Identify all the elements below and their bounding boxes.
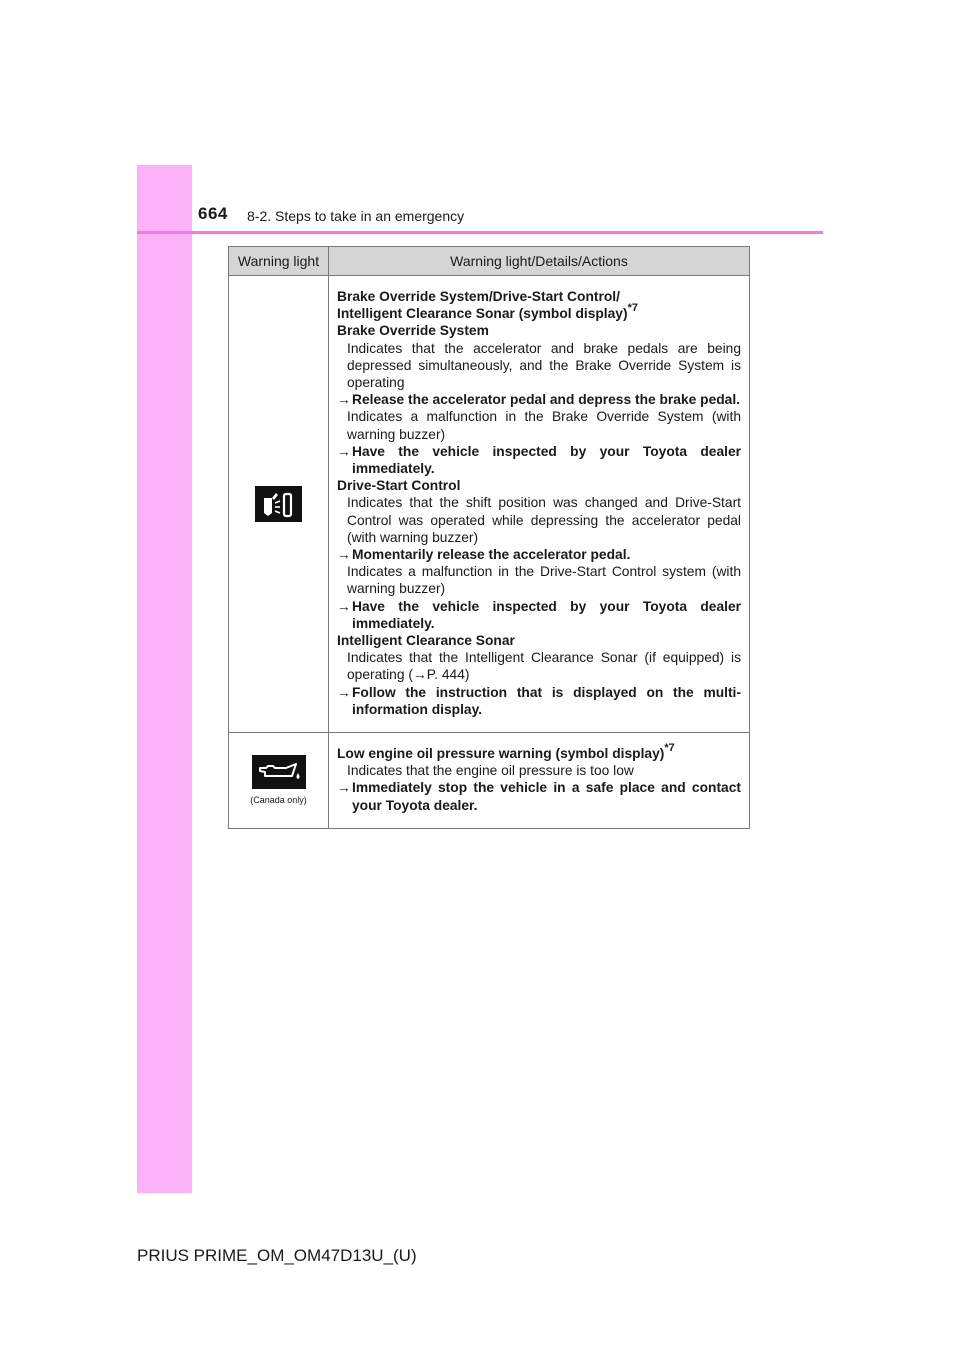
subsection-heading: Brake Override System — [337, 323, 489, 339]
arrow-icon: → — [337, 780, 351, 796]
table-row — [229, 276, 750, 733]
footer-model-code: PRIUS PRIME_OM_OM47D13U_(U) — [137, 1246, 417, 1265]
column-header-warning-light: Warning light — [229, 247, 329, 276]
icon-caption: (Canada only) — [250, 795, 307, 806]
action-item — [337, 391, 741, 408]
action-item — [337, 684, 741, 718]
arrow-icon: → — [337, 443, 351, 459]
row-title-line1: Brake Override System/Drive-Start Control/ — [337, 289, 620, 304]
arrow-icon: → — [337, 547, 351, 563]
subsection-heading: Drive-Start Control — [337, 478, 461, 494]
action-item — [337, 443, 741, 477]
side-margin-bar — [137, 165, 192, 1193]
warning-light-cell — [229, 276, 329, 733]
arrow-icon: → — [337, 598, 351, 614]
action-text: Immediately stop the vehicle in a safe place and contact your Toyota dealer. — [352, 780, 741, 813]
oil-can-icon — [252, 755, 306, 789]
details-cell — [329, 276, 750, 733]
page-number: 664 — [198, 204, 228, 223]
action-text: Release the accelerator pedal and depress the brake pedal. — [352, 392, 741, 408]
row-title: Low engine oil pressure warning (symbol display) — [337, 746, 665, 762]
brake-override-icon — [255, 486, 302, 522]
footnote-mark: *7 — [664, 742, 675, 755]
action-item — [337, 779, 741, 813]
arrow-icon: → — [337, 392, 351, 408]
indication-text: Indicates that the shift position was changed and Drive-Start Control was operated while depressing the accelerator pedal (with warning buzzer) — [347, 495, 741, 545]
action-text: Have the vehicle inspected by your Toyota dealer immediately. — [352, 443, 741, 477]
indication-text: Indicates a malfunction in the Brake Override System (with warning buzzer) — [347, 409, 741, 442]
section-title: 8-2. Steps to take in an emergency — [247, 208, 465, 224]
header-rule — [137, 231, 823, 234]
action-item — [337, 546, 741, 563]
warning-light-table — [228, 246, 750, 829]
subsection-heading: Intelligent Clearance Sonar — [337, 633, 515, 649]
column-header-details: Warning light/Details/Actions — [329, 247, 750, 276]
indication-text: Indicates that the Intelligent Clearance Sonar (if equipped) is operating (→P. 444) — [347, 650, 741, 683]
action-text: Follow the instruction that is displayed on the multi-information display. — [352, 684, 741, 717]
table-row — [229, 733, 750, 829]
indication-text: Indicates that the engine oil pressure is too low — [347, 763, 634, 779]
footnote-mark: *7 — [627, 302, 638, 315]
indication-text: Indicates that the accelerator and brake pedals are being depressed simultaneously, and the Brake Override System is operating — [347, 340, 741, 391]
details-cell — [329, 733, 750, 829]
action-text: Momentarily release the accelerator pedal. — [352, 547, 631, 563]
action-text: Have the vehicle inspected by your Toyota dealer immediately. — [352, 598, 741, 631]
action-item — [337, 598, 741, 632]
warning-light-cell — [229, 733, 329, 829]
indication-text: Indicates a malfunction in the Drive-Start Control system (with warning buzzer) — [347, 564, 741, 597]
arrow-icon: → — [337, 684, 351, 700]
table-header-row — [229, 247, 750, 276]
row-title-line2: Intelligent Clearance Sonar (symbol display) — [337, 306, 628, 322]
